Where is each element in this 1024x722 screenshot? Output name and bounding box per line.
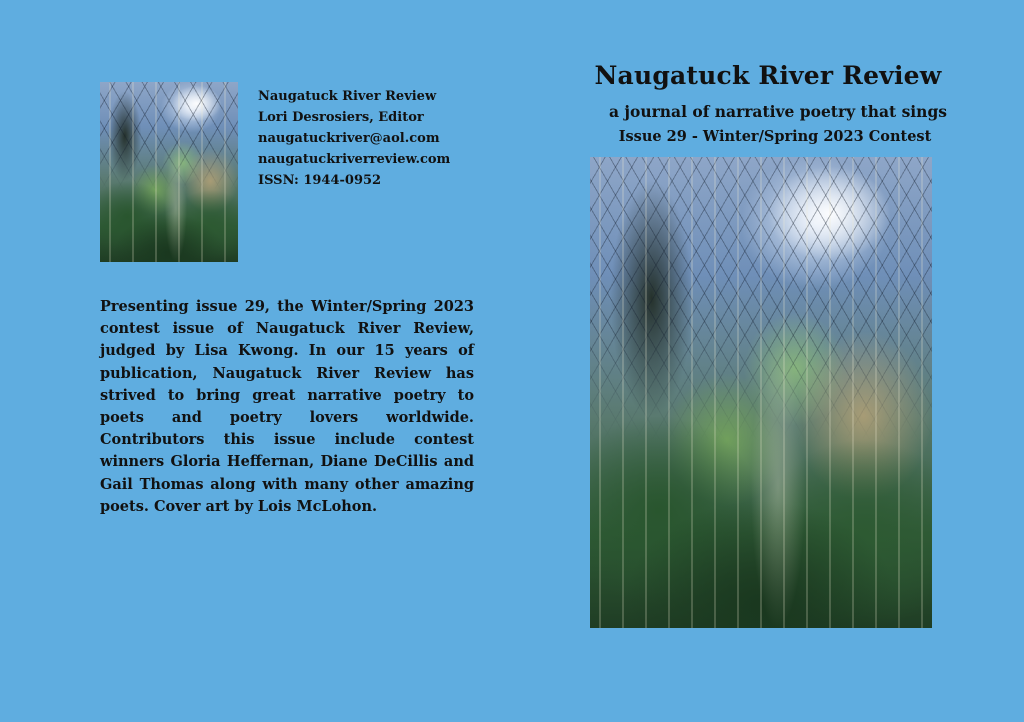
contact-website: naugatuckriverreview.com [258, 152, 451, 167]
issue-label: Issue 29 - Winter/Spring 2023 Contest [618, 128, 932, 145]
issue-description: Presenting issue 29, the Winter/Spring 2023 contest issue of Naugatuck River Review, judged by Lisa Kwong. In our 15 years of publication, Naugatuck River Review has strived to bring great narrative poetry to poets and poetry lovers worldwide. Contributors this issue include contest winners Gloria Heffernan, Diane DeCillis and Gail Thomas along with many other amazing poets. Cover art by Lois McLohon. [100, 298, 474, 515]
back-cover-thumbnail-artwork [100, 82, 238, 262]
journal-title: Naugatuck River Review [594, 61, 942, 90]
journal-tagline: a journal of narrative poetry that sings [608, 102, 948, 121]
contact-editor: Lori Desrosiers, Editor [258, 110, 424, 125]
front-cover [512, 0, 1024, 722]
contact-block [258, 86, 450, 191]
contact-issn: ISSN: 1944-0952 [258, 173, 382, 188]
contact-journal-name: Naugatuck River Review [258, 89, 437, 104]
contact-email: naugatuckriver@aol.com [258, 131, 440, 146]
cover-artwork [590, 157, 932, 628]
